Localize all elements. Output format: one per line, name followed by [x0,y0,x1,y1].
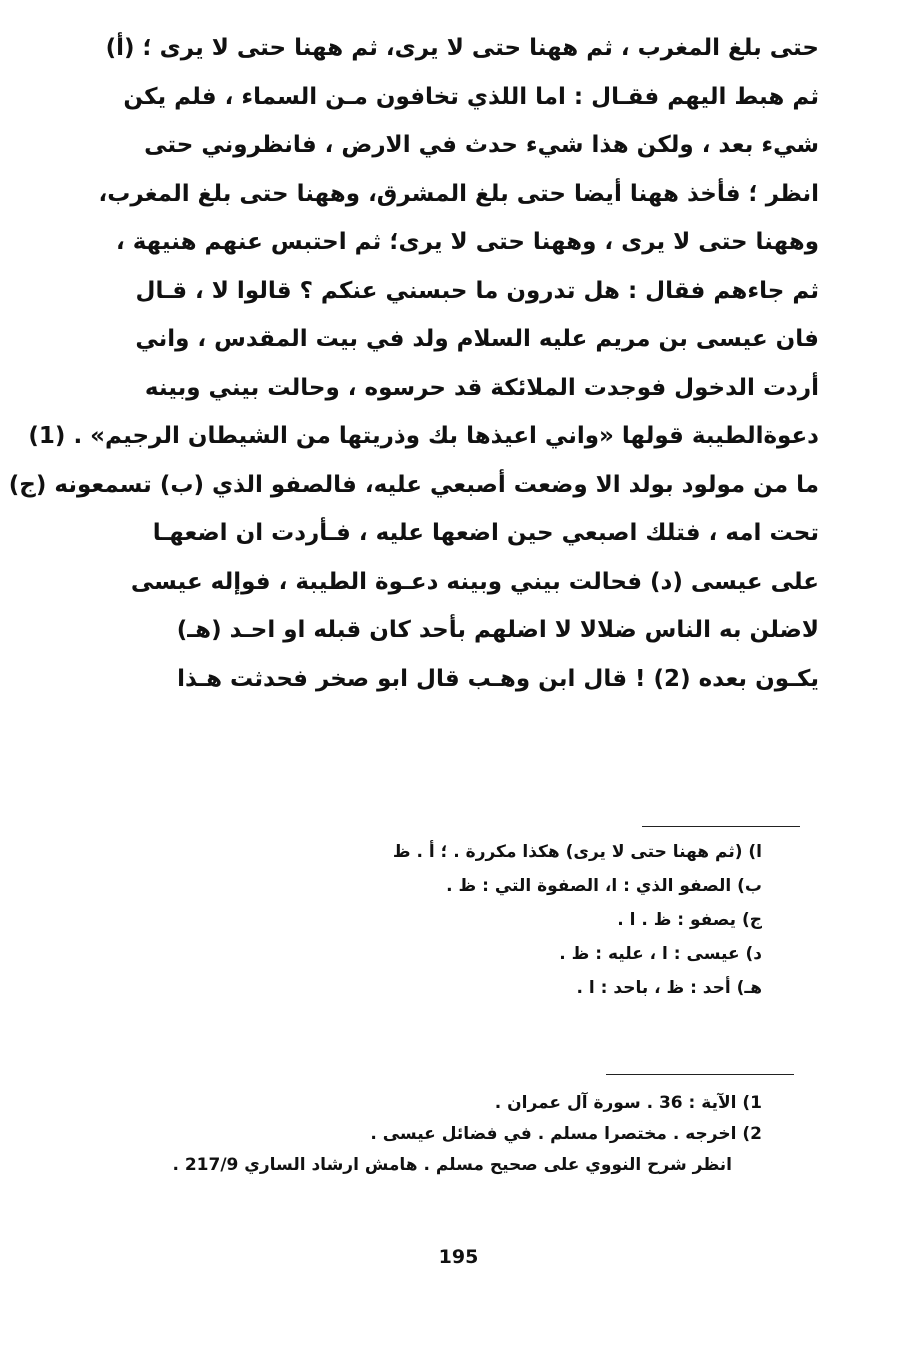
variant-notes [202,835,762,1005]
main-text-line: أردت الدخول فوجدت الملائكة قد حرسوه ، وحالت بيني وبينه [144,374,819,401]
variant-note: هـ) أحد : ظ ، باحد : ا . [576,978,762,998]
main-text-line: ما من مولود بولد الا وضعت أصبعي عليه، فالصفو الذي (ب) تسمعونه (ج) [8,471,819,498]
variant-note: ا) (ثم ههنا حتى لا يرى) هكذا مكررة . ؛ أ . ظ [392,842,762,862]
main-text-line: شيء بعد ، ولكن هذا شيء حدث في الارض ، فانظروني حتى [144,132,819,158]
page-number: 195 [438,1246,479,1268]
main-text-line: حتى بلغ المغرب ، ثم ههنا حتى لا يرى، ثم ههنا حتى لا يرى ؛ (أ) [105,35,819,61]
footnote-divider [606,1074,794,1075]
main-text-line: دعوةالطيبة قولها «واني اعيذها بك وذريتها من الشيطان الرجيم» . (1) [28,423,819,449]
main-text-line: لاضلن به الناس ضلالا لا اضلهم بأحد كان قبله او احـد (هـ) [176,617,819,643]
main-text-line: ثم هبط اليهم فقـال : اما اللذي تخافون مـن السماء ، فلم يكن [123,83,819,110]
source-note: 1) الآية : 36 . سورة آل عمران . [494,1093,762,1113]
main-text-line: يكـون بعده (2) ! قال ابن وهـب قال ابو صخر فحدثت هـذا [177,665,819,692]
main-text-line: ثم جاءهم فقال : هل تدرون ما حبسني عنكم ؟ قالوا لا ، قـال [135,277,819,304]
variant-note: ج) يصفو : ظ . ا . [617,910,762,930]
main-text-line: على عيسى (د) فحالت بيني وبينه دعـوة الطيبة ، فوإله عيسى [130,568,819,595]
main-text-line: وههنا حتى لا يرى ، وههنا حتى لا يرى؛ ثم احتبس عنهم هنيهة ، [115,229,819,255]
variant-note: ب) الصفو الذي : ا، الصفوة التي : ظ . [446,876,762,896]
main-text-block [8,24,819,703]
main-text-line: فان عيسى بن مريم عليه السلام ولد في بيت المقدس ، واني [135,326,819,352]
main-text-line: انظر ؛ فأخذ ههنا أيضا حتى بلغ المشرق، وههنا حتى بلغ المغرب، [98,180,819,207]
source-note: 2) اخرجه . مختصرا مسلم . في فضائل عيسى . [370,1124,762,1144]
footnote-divider [642,826,800,827]
source-note: انظر شرح النووي على صحيح مسلم . هامش ارشاد الساري 217/9 . [172,1155,732,1175]
variant-note: د) عيسى : ا ، عليه : ظ . [559,944,762,964]
source-notes [122,1088,762,1181]
main-text-line: تحت امه ، فتلك اصبعي حين اضعها عليه ، فـأردت ان اضعهـا [152,520,819,546]
